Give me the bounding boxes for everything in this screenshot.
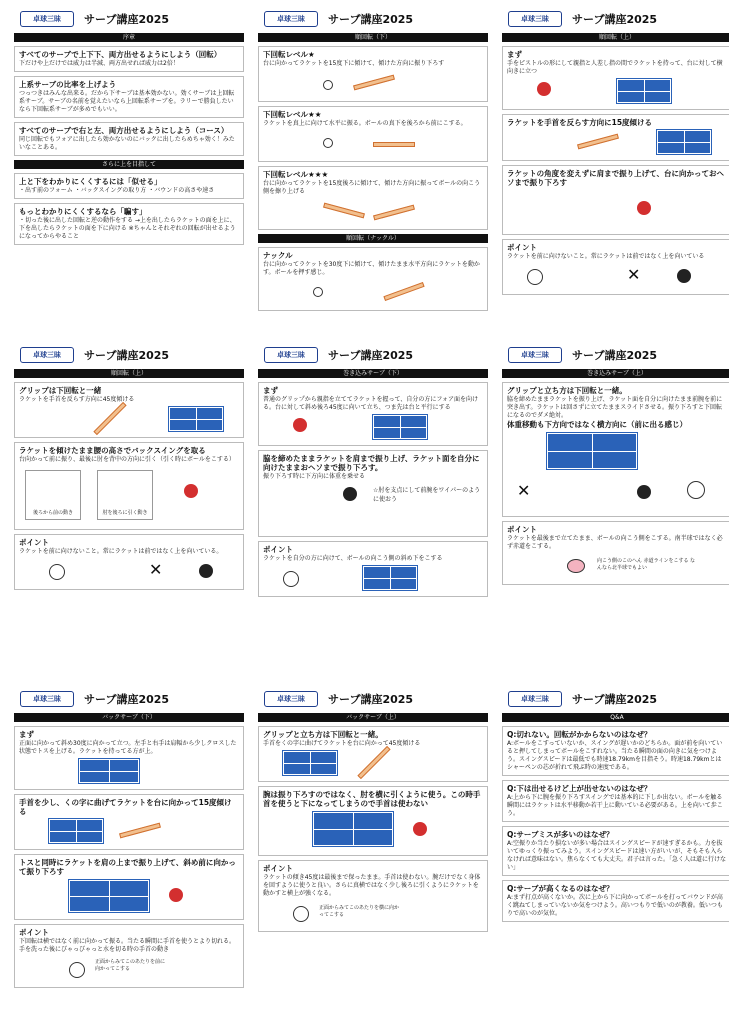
text: ラケットを手首を反らす方向に45度傾ける [19, 396, 135, 403]
heading: グリップは下回転と一緒 [19, 386, 102, 395]
section-box [258, 786, 488, 856]
heading: グリップと立ち方は下回転と一緒。 [263, 730, 383, 739]
section-box [14, 924, 244, 988]
section-box [14, 76, 244, 118]
heading: 上系サーブの比率を上げよう [19, 80, 117, 89]
illustration [19, 878, 239, 914]
section-box [502, 114, 729, 161]
text: 正面に向かって斜め30度に向かって立つ。左手と右手は肩幅から少しクロスした状態でトスを上げる。ラケットを持ってる方が上。 [19, 740, 237, 755]
section-bar: Q&A [502, 713, 729, 722]
ruler-icon [373, 142, 415, 147]
heading: ラケットを傾けたまま腰の高さでバックスイングを取る [19, 446, 206, 455]
logo: 卓球三昧 [508, 691, 562, 707]
table-icon [657, 130, 711, 154]
ball-icon [323, 80, 333, 90]
illustration [263, 414, 483, 440]
card-back-serve-down [14, 688, 244, 1016]
illustration [19, 558, 239, 584]
text: 普通のグリップから親指を立ててラケットを握って、自分の方にフォア面を向ける。台に対して斜め後ろ45度に向いて立ち、つま先は台と平行にする [263, 396, 479, 411]
note: 正面からみてこのあたりを横に向かってこする [319, 905, 400, 918]
section-box [14, 382, 244, 438]
ruler-icon [383, 282, 424, 301]
section-bar: 順回転（ナックル） [258, 234, 488, 243]
text: 脇を締めたままラケットを振り上げ、ラケット面を自分に向けたまま前腕を前に突き出す。ラケットは回さずに立てたままスライドさせる。振り下ろすと下回転になるのでダメ絶対。 [507, 396, 723, 419]
text: 手をピストルの形にして親指と人差し指の間でラケットを持って、台に対して横向きに立つ [507, 60, 723, 75]
page-title: サーブ講座2025 [328, 693, 414, 706]
heading: 下回転レベル★★★ [263, 170, 329, 179]
illustration [507, 189, 727, 229]
logo: 卓球三昧 [508, 11, 562, 27]
text: 手首をくの字に曲げてラケットを台に向かって45度傾ける [263, 740, 421, 747]
text: ラケットを自分の方に向けて、ボールの向こう側の斜め下をこする [263, 555, 443, 562]
section-box [258, 726, 488, 782]
table-icon [49, 819, 103, 843]
illustration [19, 406, 239, 432]
paddle-icon [199, 564, 213, 578]
section-box [258, 541, 488, 597]
paddle-icon [677, 269, 691, 283]
heading: もっとわかりにくくするなら「騙す」 [19, 207, 147, 216]
section-box [258, 450, 488, 537]
ball-icon [283, 571, 299, 587]
section-bar: 序章 [14, 33, 244, 42]
heading: すべてのサーブで右と左、両方出せるようにしよう（コース） [19, 126, 229, 135]
ruler-icon [353, 75, 395, 91]
text: ラケットを真上に向けて水平に振る。ボールの真下を後ろから前にこする。 [263, 120, 467, 127]
section-bar: さらに上を目指して [14, 160, 244, 169]
heading: 腕は振り下ろすのではなく、肘を横に引くように使う。この時手首を使うと下になってしまうので手首は使わない [263, 790, 481, 808]
table-icon [313, 812, 393, 846]
logo: 卓球三昧 [20, 691, 74, 707]
paddle-icon [169, 888, 183, 902]
table-icon [69, 880, 149, 912]
paddle-icon [537, 82, 551, 96]
text: 台に向かってラケットを30度下に傾けて、傾けたまま水平方向にラケットを動かす。ボールを押す感じ。 [263, 261, 480, 276]
table-icon [363, 566, 417, 590]
ruler-icon [119, 823, 161, 839]
page-title: サーブ講座2025 [84, 693, 170, 706]
diagram-box: 後ろから前の動き [25, 470, 81, 520]
heading: 手首を少し、くの字に曲げてラケットを台に向かって15度傾ける [19, 798, 232, 816]
text: 下回転は横ではなく前に向かって振る。当たる瞬間に手首を使うとより切れる。手を洗った後にびゃっびゃっと水を切る時の手首の動き [19, 938, 236, 953]
card-hook-serve-up [502, 344, 729, 672]
card-prologue [14, 8, 244, 336]
illustration [19, 818, 239, 844]
heading: ポイント [507, 525, 537, 534]
section-bar: 順回転（下） [258, 33, 488, 42]
section-box [258, 106, 488, 162]
section-box [14, 122, 244, 156]
heading: ポイント [19, 928, 49, 937]
answer: A:空振りか当たり損ないが多い場合はスイングスピードが速すぎるかも。力を抜いてゆっくり振ってみよう。スイングスピードは速い方がいいが、そもそも入らなければ意味はない。焦らなくても大丈夫。君子は言った。「急く人は道に行けない」 [507, 840, 727, 871]
logo: 卓球三昧 [20, 11, 74, 27]
table-icon [169, 407, 223, 431]
text: ラケットを最後まで立てたまま、ボールの向こう側をこする。南半球ではなく必ず赤道をこする。 [507, 535, 723, 550]
qa-box [502, 826, 729, 876]
section-bar: バックサーブ（上） [258, 713, 488, 722]
illustration [507, 553, 727, 579]
ball-icon [69, 962, 85, 978]
section-box [502, 521, 729, 585]
card-topspin-2 [14, 344, 244, 672]
logo: 卓球三昧 [20, 347, 74, 363]
section-box [14, 173, 244, 199]
section-box [14, 46, 244, 72]
illustration [263, 565, 483, 591]
heading: 下回転レベル★ [263, 50, 315, 59]
question: Q:切れない。回転がかからないのはなぜ？ [507, 730, 652, 739]
ball-icon [293, 906, 309, 922]
note: ☆肘を支点にして前腕をワイパーのように使おう [373, 487, 481, 503]
heading: ポイント [507, 243, 537, 252]
answer: A:上から下に腕を振り下ろすスイングでは基本的に下しか出ない。ボールを触る瞬間にはラケットは水平移動か若干上に動いている必要がある。上を向いて歩こう。 [507, 794, 723, 817]
card-topspin [502, 8, 729, 336]
answer: A:まず打点が高くないか。次に上から下に向かってボールを打ってバウンドが高く跳ねてしまっていないか気をつけよう。高いつもりで低いのが教養。低いつもりで高いのが気位。 [507, 894, 723, 917]
paddle-icon [343, 487, 357, 501]
illustration [19, 956, 239, 982]
page-title: サーブ講座2025 [572, 349, 658, 362]
heading: すべてのサーブで上下下、両方出せるようにしよう（回転） [19, 50, 222, 59]
table-icon [283, 751, 337, 775]
section-box [502, 382, 729, 517]
heading: ラケットの角度を変えずに肩まで振り上げて、台に向かっておヘソまで振り下ろす [507, 169, 724, 187]
section-box [258, 166, 488, 230]
illustration [263, 483, 483, 531]
page-title: サーブ講座2025 [328, 349, 414, 362]
section-box [14, 534, 244, 590]
logo: 卓球三昧 [264, 691, 318, 707]
section-bar: 巻き込みサーブ（下） [258, 369, 488, 378]
card-qa [502, 688, 729, 1016]
section-bar: 巻き込みサーブ（上） [502, 369, 729, 378]
page-title: サーブ講座2025 [84, 349, 170, 362]
page-title: サーブ講座2025 [572, 693, 658, 706]
section-box [14, 794, 244, 850]
table-icon [617, 79, 671, 103]
diagram-box: 肘を後ろに引く動き [97, 470, 153, 520]
text: ・切った後に出した回転と逆の動作をする →上を出したらラケットの面を上に、下を出したらラケットの面を下に向ける ※ちゃんとそれぞれの回転が出せるようになってからやること [19, 217, 236, 240]
question: Q:サーブミスが多いのはなぜ？ [507, 830, 614, 839]
ruler-icon [357, 746, 390, 779]
heading: ポイント [19, 538, 49, 547]
question: Q:下は出せるけど上が出せないのはなぜ？ [507, 784, 652, 793]
page-title: サーブ講座2025 [328, 13, 414, 26]
text: つっつきはみんな出来る。だから下サーブは基本効かない。効くサーブは上回転系サーブ。サーブの名前を覚えたいなら上回転系サーブを。ラリーで勝負したいなら下回転系サーブが多めでもいい。 [19, 90, 235, 113]
ball-icon [687, 481, 705, 499]
heading: グリップと立ち方は下回転と一緒。 [507, 386, 627, 395]
cross-icon: ✕ [627, 265, 641, 284]
illustration [507, 78, 727, 104]
illustration [263, 900, 483, 926]
illustration [263, 130, 483, 156]
section-box [14, 203, 244, 245]
heading: ポイント [263, 864, 293, 873]
paddle-icon [184, 484, 198, 498]
qa-box [502, 880, 729, 922]
section-box [258, 46, 488, 102]
paddle-icon [637, 201, 651, 215]
text: 振り下ろす時に下方向に体重を乗せる [263, 473, 366, 480]
page-title: サーブ講座2025 [84, 13, 170, 26]
qa-box [502, 726, 729, 776]
illustration [263, 198, 483, 224]
heading: 体重移動も下方向ではなく横方向に（前に出る感じ） [507, 420, 687, 429]
heading: まず [263, 386, 278, 395]
section-box [14, 854, 244, 920]
heading: ポイント [263, 545, 293, 554]
section-box [502, 239, 729, 295]
logo: 卓球三昧 [264, 347, 318, 363]
section-bar: 順回転（上） [14, 369, 244, 378]
illustration [507, 129, 727, 155]
heading: 下回転レベル★★ [263, 110, 322, 119]
ball-icon [49, 564, 65, 580]
text: 台に向かってラケットを15度下に傾けて、傾けた方向に振り下ろす [263, 60, 445, 67]
ruler-icon [577, 134, 619, 150]
card-hook-serve-down [258, 344, 488, 672]
card-back-serve-up [258, 688, 488, 1016]
text: ・出す前のフォーム ・バックスイングの取り方 ・バウンドの高さや速さ [19, 187, 215, 194]
cross-icon: ✕ [149, 560, 163, 579]
illustration [507, 263, 727, 289]
logo: 卓球三昧 [508, 347, 562, 363]
card-backspin [258, 8, 488, 336]
text: 台に向かってラケットを15度後ろに傾けて、傾けた方向に振ってボールの向こう側を擦り上げる [263, 180, 481, 195]
section-bar: バックサーブ（下） [14, 713, 244, 722]
heading: ラケットを手首を反らす方向に15度傾ける [507, 118, 653, 127]
section-box [14, 726, 244, 790]
table-icon [547, 433, 637, 469]
illustration [263, 810, 483, 850]
qa-box [502, 780, 729, 822]
heading: 上と下をわかりにくくするには「似せる」 [19, 177, 162, 186]
heading: ナックル [263, 251, 293, 260]
page-title: サーブ講座2025 [572, 13, 658, 26]
note: 向こう側のこのへん 赤道ラインをこする なんなら北半球でもよい [597, 558, 696, 571]
illustration [19, 466, 239, 524]
logo: 卓球三昧 [264, 11, 318, 27]
question: Q:サーブが高くなるのはなぜ？ [507, 884, 614, 893]
table-icon [373, 415, 427, 439]
section-box [258, 860, 488, 932]
text: ラケットの傾き45度は最後まで保ったまま。手首は使わない。腕だけでなく身体を回すように使うと良い。さらに真横ではなく少し後ろに引くようにラケットを動かすと横上が強くなる。 [263, 874, 481, 897]
ball-icon [567, 559, 585, 573]
ruler-icon [323, 203, 365, 219]
illustration [19, 758, 239, 784]
section-box [258, 382, 488, 446]
note: 正面からみてこのあたりを前に向かってこする [95, 959, 166, 972]
heading: 脇を締めたままラケットを肩まで振り上げ、ラケット面を自分に向けたままおヘソまで振り下ろす。 [263, 454, 480, 472]
heading: まず [19, 730, 34, 739]
illustration [263, 70, 483, 96]
section-box [502, 46, 729, 110]
illustration [263, 279, 483, 305]
text: 同じ回転でもフォアに出したら効かないのにバックに出したらめちゃ効く！みたいなことある。 [19, 136, 235, 151]
ruler-icon [373, 205, 415, 221]
heading: まず [507, 50, 522, 59]
text: 下だけや上だけでは威力は半減、両方出せれば威力は2倍！ [19, 60, 179, 67]
section-bar: 順回転（上） [502, 33, 729, 42]
paddle-icon [293, 418, 307, 432]
paddle-icon [637, 485, 651, 499]
text: 台向かって前に振り、最後に肘を背中の方向に引く（引く時にボールをこする） [19, 456, 235, 463]
illustration [507, 431, 727, 511]
section-box [258, 247, 488, 311]
table-icon [79, 759, 139, 783]
ruler-icon [93, 402, 126, 435]
section-box [14, 442, 244, 530]
cross-icon: ✕ [517, 481, 531, 500]
ball-icon [527, 269, 543, 285]
answer: A:ボールをこすっていないか、スイングが遅いかのどちらか。面が前を向いていると押してしまってボールをこすれない。当たる瞬間の面の向きに気をつけよう。スイングスピードは最低でも時速18.79kmを目指そう。時速18.79kmとはシャーペンの芯が折れて飛ぶ時の速度である。 [507, 740, 723, 771]
paddle-icon [413, 822, 427, 836]
text: ラケットを前に向けないこと。常にラケットは前ではなく上を向いている。 [19, 548, 223, 555]
text: ラケットを前に向けないこと。常にラケットは前ではなく上を向いている [507, 253, 705, 260]
section-box [502, 165, 729, 235]
heading: トスと同時にラケットを肩の上まで振り上げて、斜め前に向かって振り下ろす [19, 858, 236, 876]
ball-icon [323, 138, 333, 148]
ball-icon [313, 287, 323, 297]
illustration [263, 750, 483, 776]
